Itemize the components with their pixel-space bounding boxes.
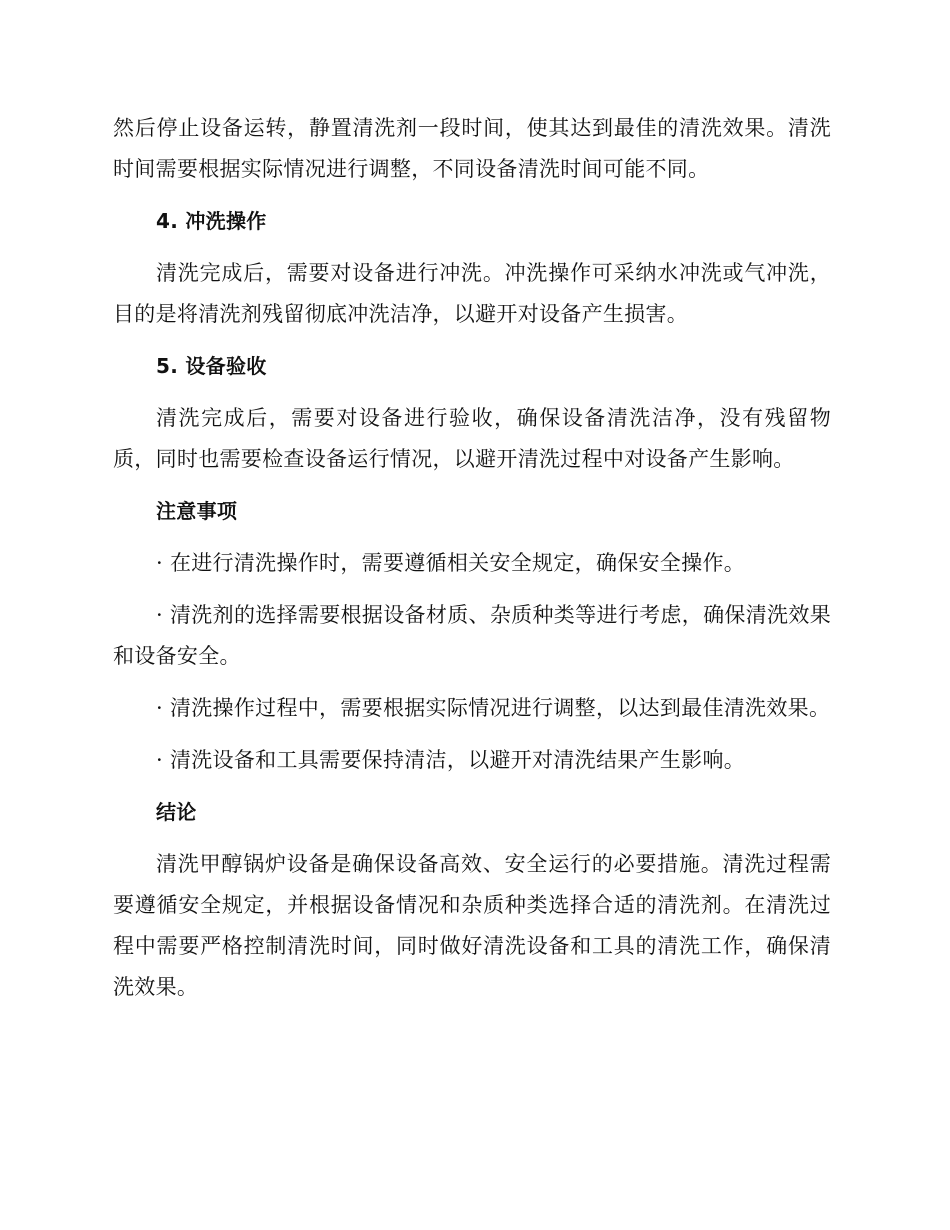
document-page [113,108,831,1019]
paragraph-acceptance: 清洗完成后，需要对设备进行验收，确保设备清洗洁净，没有残留物质，同时也需要检查设备运行情况，以避开清洗过程中对设备产生影响。 [113,406,831,471]
note-item: · 清洗操作过程中，需要根据实际情况进行调整，以达到最佳清洗效果。 [156,696,831,720]
section-heading-notes: 注意事项 [156,499,238,523]
section-heading-flushing: 4. 冲洗操作 [156,209,267,233]
note-item: · 在进行清洗操作时，需要遵循相关安全规定，确保安全操作。 [156,551,746,575]
section-heading-conclusion: 结论 [156,800,197,824]
paragraph-flushing: 清洗完成后，需要对设备进行冲洗。冲洗操作可采纳水冲洗或气冲洗，目的是将清洗剂残留彻底冲洗洁净，以避开对设备产生损害。 [113,261,831,326]
note-item: · 清洗剂的选择需要根据设备材质、杂质种类等进行考虑，确保清洗效果和设备安全。 [113,603,831,668]
paragraph-conclusion: 清洗甲醇锅炉设备是确保设备高效、安全运行的必要措施。清洗过程需要遵循安全规定，并根据设备情况和杂质种类选择合适的清洗剂。在清洗过程中需要严格控制清洗时间，同时做好清洗设备和工具的清洗工作，确保清洗效果。 [113,852,831,999]
continued-paragraph: 然后停止设备运转，静置清洗剂一段时间，使其达到最佳的清洗效果。清洗时间需要根据实际情况进行调整，不同设备清洗时间可能不同。 [113,116,831,181]
section-heading-acceptance: 5. 设备验收 [156,354,267,378]
note-item: · 清洗设备和工具需要保持清洁，以避开对清洗结果产生影响。 [156,748,746,772]
